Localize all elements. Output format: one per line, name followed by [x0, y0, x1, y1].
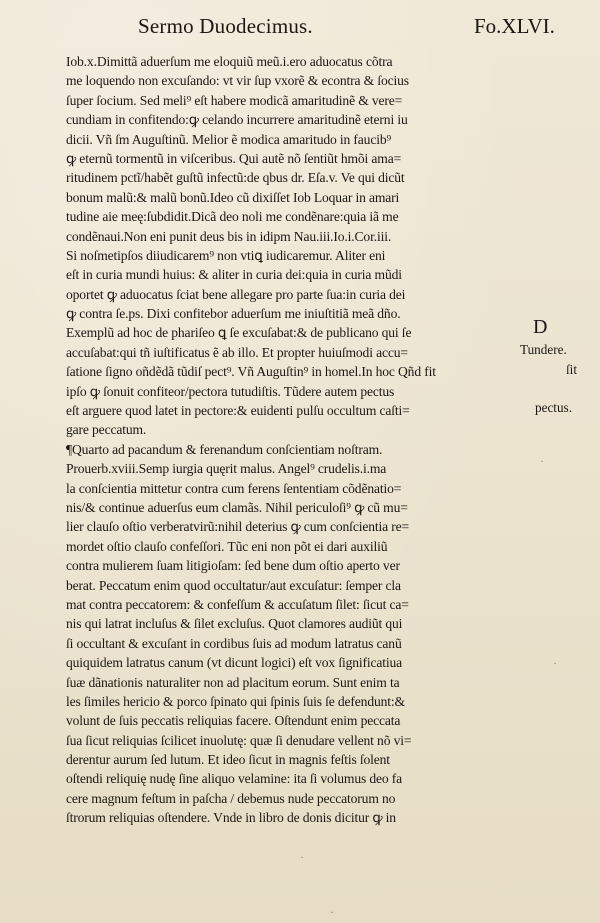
text-line: ſuper ſocium. Sed meli⁹ eſt habere modicã amaritudinẽ & vere= [66, 92, 403, 108]
text-line: mat contra peccatorem: & confeſſum & accuſatum ſilet: ſicut ca= [66, 596, 409, 612]
text-line: condẽnaui.Non eni punit deus bis in idipm Nau.iii.Io.i.Cor.iii. [66, 228, 392, 244]
text-line: volunt de ſuis peccatis reliquias facere. Oſtendunt enim peccata [66, 713, 401, 729]
text-line: Prouerb.xviii.Semp iurgia quęrit malus. Angel⁹ crudelis.i.ma [66, 461, 387, 477]
text-line: derentur aurum ſed lutum. Et ideo ſicut in magnis feſtis ſolent [66, 752, 390, 768]
text-line: ſuæ dãnationis naturaliter non ad placitum eorum. Sunt enim ta [66, 674, 400, 690]
text-line: Si noſmetipſos diiudicarem⁹ non vtiꝗ iudicaremur. Aliter eni [66, 247, 386, 263]
text-line: dicii. Vñ ſm Auguſtinũ. Melior ẽ modica amaritudo in faucib⁹ [66, 131, 392, 147]
text-line: ſatione ſigno oñdẽdã tũdiſ pect⁹. Vñ Auguſtin⁹ in homel.In hoc Qñd fit [66, 364, 436, 380]
text-line: ꝙ contra ſe.ps. Dixi confitebor aduerſum me iniuſtitiã meã dño. [66, 306, 401, 322]
text-line: ꝙ eternũ tormentũ in viſceribus. Qui autẽ nõ ſentiũt hmõi ama= [66, 150, 402, 166]
margin-note-sit: ſit [566, 362, 577, 377]
text-line: ritudinem pctĩ/habẽt guſtũ infectũ:de qbus dr. Eſa.v. Ve qui dicũt [66, 170, 405, 186]
text-line: cere magnum feſtum in paſcha / debemus nude peccatorum no [66, 790, 396, 806]
margin-dot-mark: · [553, 656, 557, 670]
text-line: la conſcientia mittetur contra cum ferens ſententiam cõdẽnatio= [66, 480, 402, 496]
text-line: ſtrorum reliquias oſtendere. Vnde in libro de donis dicitur ꝙ in [66, 810, 396, 826]
text-line: ſua ſicut reliquias ſcilicet inuolutę: quæ ſi denudare vellent nõ vi= [66, 732, 412, 748]
text-line: lier clauſo oſtio verberatvirũ:nihil deterius ꝙ cum conſcientia re= [66, 519, 410, 535]
text-line: nis qui latrat incluſus & ſilet excluſus. Quot clamores audiũt qui [66, 616, 403, 632]
text-line: oportet ꝙ aduocatus ſciat bene allegare pro parte ſua:in curia dei [66, 286, 406, 302]
main-text-block [66, 52, 522, 828]
text-line: les ſimiles hericio & porco ſpinato qui ſpinis ſuis ſe defendunt:& [66, 693, 405, 709]
text-line: accuſabat:qui tñ iuſtificatus ẽ ab illo. Et propter huiuſmodi accu= [66, 344, 408, 360]
text-line: cundiam in confitendo:ꝙ celando incurrere amaritudinẽ eterni iu [66, 112, 408, 128]
margin-note-pectus: pectus. [535, 400, 572, 415]
running-head: Sermo Duodecimus. [138, 14, 313, 38]
text-line: mordet oſtio clauſo confeſſori. Tũc eni non põt ei dari auxiliũ [66, 538, 388, 554]
text-line: gare peccatum. [66, 422, 147, 438]
text-line: oſtendi reliquię nudę ſine aliquo velamine: ita ſi volumus deo fa [66, 771, 403, 787]
folio-number: Fo.XLVI. [474, 14, 555, 38]
margin-note-tundere: Tundere. [520, 342, 567, 357]
text-line: nis/& continue aduerſus eum clamãs. Nihil periculoſi⁹ ꝙ cũ mu= [66, 499, 408, 515]
text-line: bonum malũ:& malũ bonũ.Ideo cũ dixiſſet Iob Loquar in amari [66, 189, 400, 205]
margin-dot-mark: · [300, 850, 304, 864]
text-line: eſt arguere quod latet in pectore:& euidenti pulſu occultum caſti= [66, 403, 410, 419]
text-line: ipſo ꝙ ſonuit confiteor/pectora tutudiſtis. Tũdere autem pectus [66, 383, 395, 399]
margin-initial-letter: D [533, 316, 548, 338]
text-line: contra mulierem ſuam litigioſam: ſed bene dum oſtio aperto ver [66, 558, 400, 574]
text-line: me loquendo non excuſando: vt vir ſup vxorẽ & econtra & ſocius [66, 73, 409, 89]
page-header [0, 14, 600, 44]
text-line: Iob.x.Dimittã aduerſum me eloquiũ meũ.i.ero aduocatus cõtra [66, 54, 393, 69]
paragraph-start-line: ¶Quarto ad pacandum & ferenandum conſcientiam noſtram. [66, 441, 383, 457]
text-line: eſt in curia mundi huius: & aliter in curia dei:quia in curia mũdi [66, 267, 402, 283]
text-line: Exemplũ ad hoc de phariſeo ꝗ ſe excuſabat:& de publicano qui ſe [66, 325, 412, 341]
text-line: tudine aie meę:ſubdidit.Dicã deo noli me condẽnare:quia iã me [66, 209, 399, 225]
margin-dot-mark: · [330, 905, 334, 919]
text-line: quiquidem latratus canum (vt dicunt logici) eſt vox ſignificatiua [66, 655, 403, 671]
text-line: ſi occultant & excuſant in cordibus ſuis ad modum latratus canũ [66, 635, 402, 651]
margin-dot-mark: · [540, 454, 544, 468]
text-line: berat. Peccatum enim quod occultatur/aut excuſatur: ſemper cla [66, 577, 401, 593]
